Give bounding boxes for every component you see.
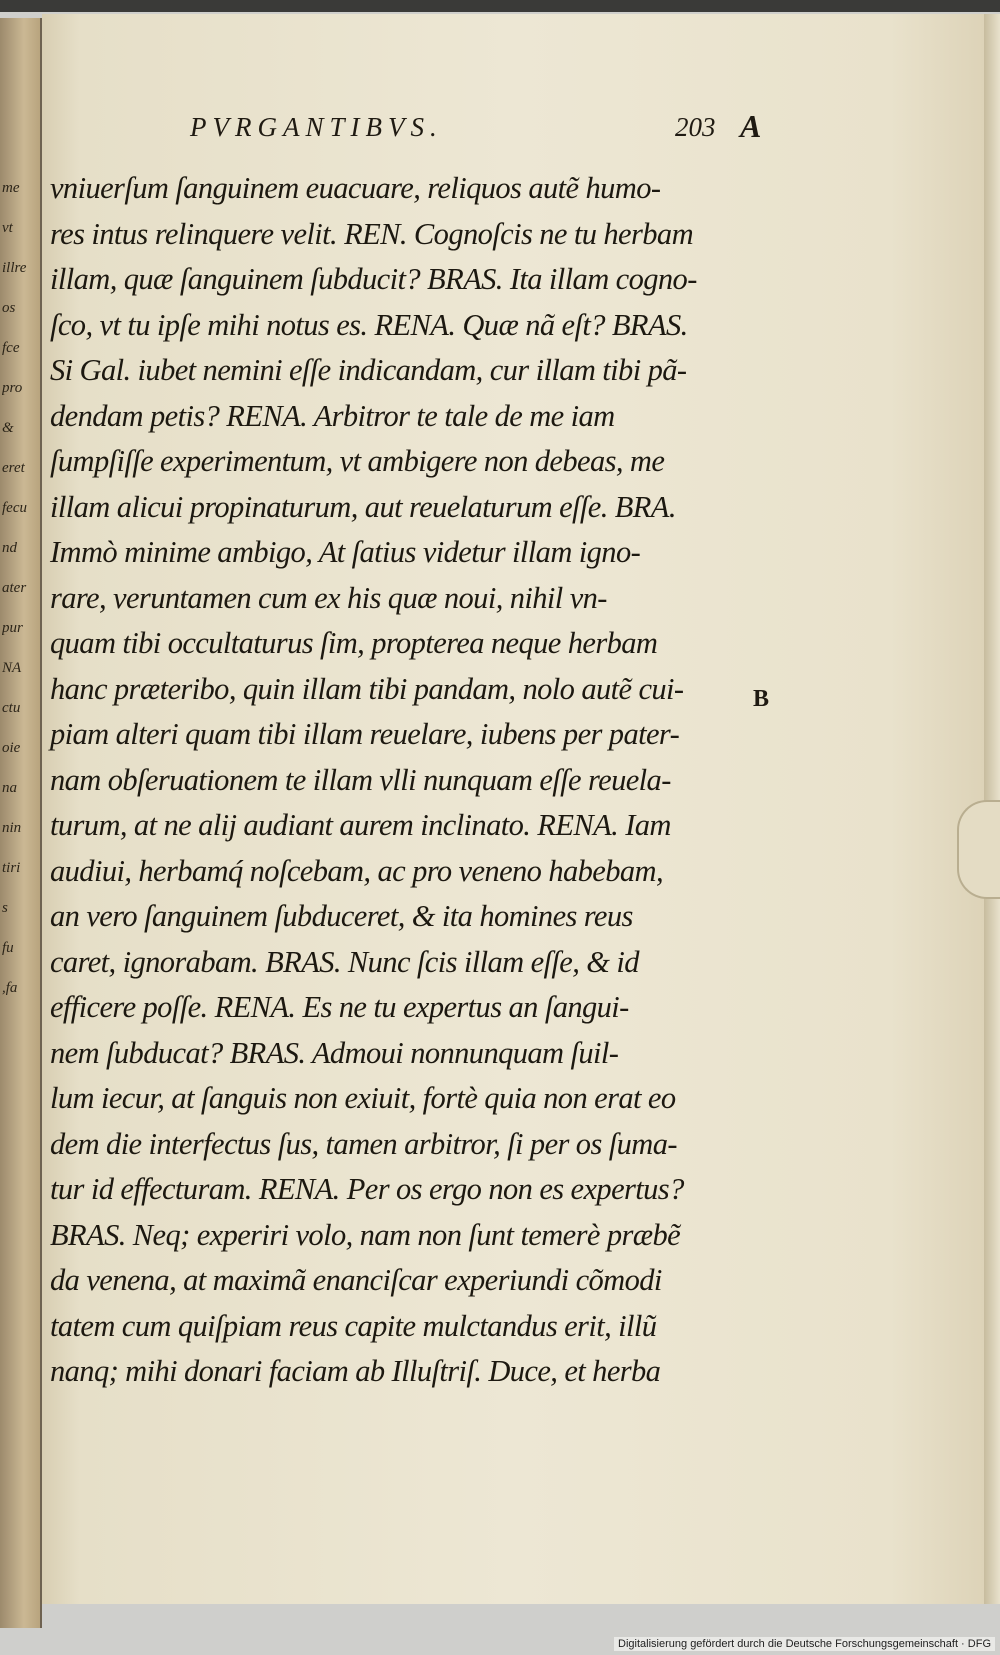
- running-head: PVRGANTIBVS.: [190, 112, 443, 142]
- text-line: ſco, vt tu ipſe mihi notus es. RENA. Quæ nã eſt? BRAS.: [50, 307, 688, 342]
- facing-page-fragment: fu: [2, 940, 14, 956]
- text-line: res intus relinquere velit. REN. Cognoſcis ne tu herbam: [50, 216, 693, 251]
- text-line: Immò minime ambigo, At ſatius videtur illam igno-: [50, 535, 641, 569]
- text-line: turum, at ne alij audiant aurem inclinato. RENA. Iam: [50, 808, 671, 842]
- text-line: quam tibi occultaturus ſim, propterea neque herbam: [50, 626, 658, 660]
- facing-page-fragment: na: [2, 780, 17, 796]
- text-line: illam, quæ ſanguinem ſubducit? BRAS. Ita illam cogno-: [50, 262, 697, 296]
- text-line: tur id effecturam. RENA. Per os ergo non es expertus?: [50, 1172, 684, 1206]
- margin-note: B: [753, 686, 770, 712]
- text-line: Si Gal. iubet nemini eſſe indicandam, cur illam tibi pã-: [50, 353, 687, 387]
- text-line: dendam petis? RENA. Arbitror te tale de me iam: [50, 398, 615, 433]
- facing-page-fragment: oie: [2, 740, 21, 756]
- text-line: nam obſeruationem te illam vlli nunquam eſſe reuela-: [50, 762, 671, 797]
- body-text: [50, 166, 770, 1395]
- text-line: vniuerſum ſanguinem euacuare, reliquos autẽ humo-: [50, 171, 661, 205]
- text-line: lum iecur, at ſanguis non exiuit, fortè quia non erat eo: [50, 1081, 676, 1115]
- digitization-credit: Digitalisierung gefördert durch die Deutsche Forschungsgemeinschaft · DFG: [614, 1637, 995, 1651]
- facing-page-fragment: os: [2, 300, 16, 316]
- facing-page-fragment: nin: [2, 820, 22, 836]
- text-line: an vero ſanguinem ſubduceret, & ita homines reus: [50, 899, 633, 933]
- facing-page-fragment: pro: [2, 380, 23, 396]
- facing-page-fragments: [2, 168, 38, 1008]
- facing-page-fragment: eret: [2, 460, 25, 476]
- text-line: illam alicui propinaturum, aut reuelaturum eſſe. BRA.: [50, 489, 676, 524]
- text-line: BRAS. Neq; experiri volo, nam non ſunt temerè præbẽ: [50, 1217, 681, 1252]
- facing-page-fragment: fce: [2, 340, 20, 356]
- text-line: rare, veruntamen cum ex his quæ noui, nihil vn-: [50, 580, 607, 615]
- facing-page-fragment: fecu: [2, 500, 27, 516]
- facing-page-fragment: &: [2, 420, 14, 436]
- facing-page-fragment: pur: [2, 620, 23, 636]
- text-line: audiui, herbamq́ noſcebam, ac pro veneno habebam,: [50, 853, 663, 888]
- facing-page-fragment: ater: [2, 580, 27, 596]
- facing-page-edge: [0, 18, 42, 1628]
- facing-page-fragment: illre: [2, 260, 27, 276]
- page-tab: [957, 800, 1000, 899]
- text-line: efficere poſſe. RENA. Es ne tu expertus an ſangui-: [50, 990, 629, 1024]
- text-line: nem ſubducat? BRAS. Admoui nonnunquam ſuil-: [50, 1035, 619, 1070]
- text-line: hanc præteribo, quin illam tibi pandam, nolo autẽ cui-: [50, 671, 684, 706]
- facing-page-fragment: ,fa: [2, 980, 18, 996]
- text-line: caret, ignorabam. BRAS. Nunc ſcis illam eſſe, & id: [50, 944, 639, 979]
- facing-page-fragment: nd: [2, 540, 17, 556]
- page-number: 203: [675, 112, 716, 142]
- text-line: da venena, at maximã enanciſcar experiundi cõmodi: [50, 1263, 662, 1297]
- signature-mark: A: [740, 108, 762, 144]
- facing-page-fragment: s: [2, 900, 8, 916]
- facing-page-fragment: ctu: [2, 700, 21, 716]
- facing-page-fragment: tiri: [2, 860, 21, 876]
- text-line: piam alteri quam tibi illam reuelare, iubens per pater-: [50, 717, 680, 751]
- text-line: nanq; mihi donari faciam ab Illuſtriſ. Duce, et herba: [50, 1354, 661, 1388]
- text-line: tatem cum quiſpiam reus capite mulctandus erit, illũ: [50, 1308, 657, 1343]
- scanner-top-edge: [0, 0, 1000, 12]
- text-line: ſumpſiſſe experimentum, vt ambigere non debeas, me: [50, 444, 665, 478]
- text-line: dem die interfectus ſus, tamen arbitror, ſi per os ſuma-: [50, 1126, 677, 1161]
- facing-page-fragment: me: [2, 180, 20, 196]
- facing-page-fragment: vt: [2, 220, 13, 236]
- facing-page-fragment: NA: [2, 660, 22, 676]
